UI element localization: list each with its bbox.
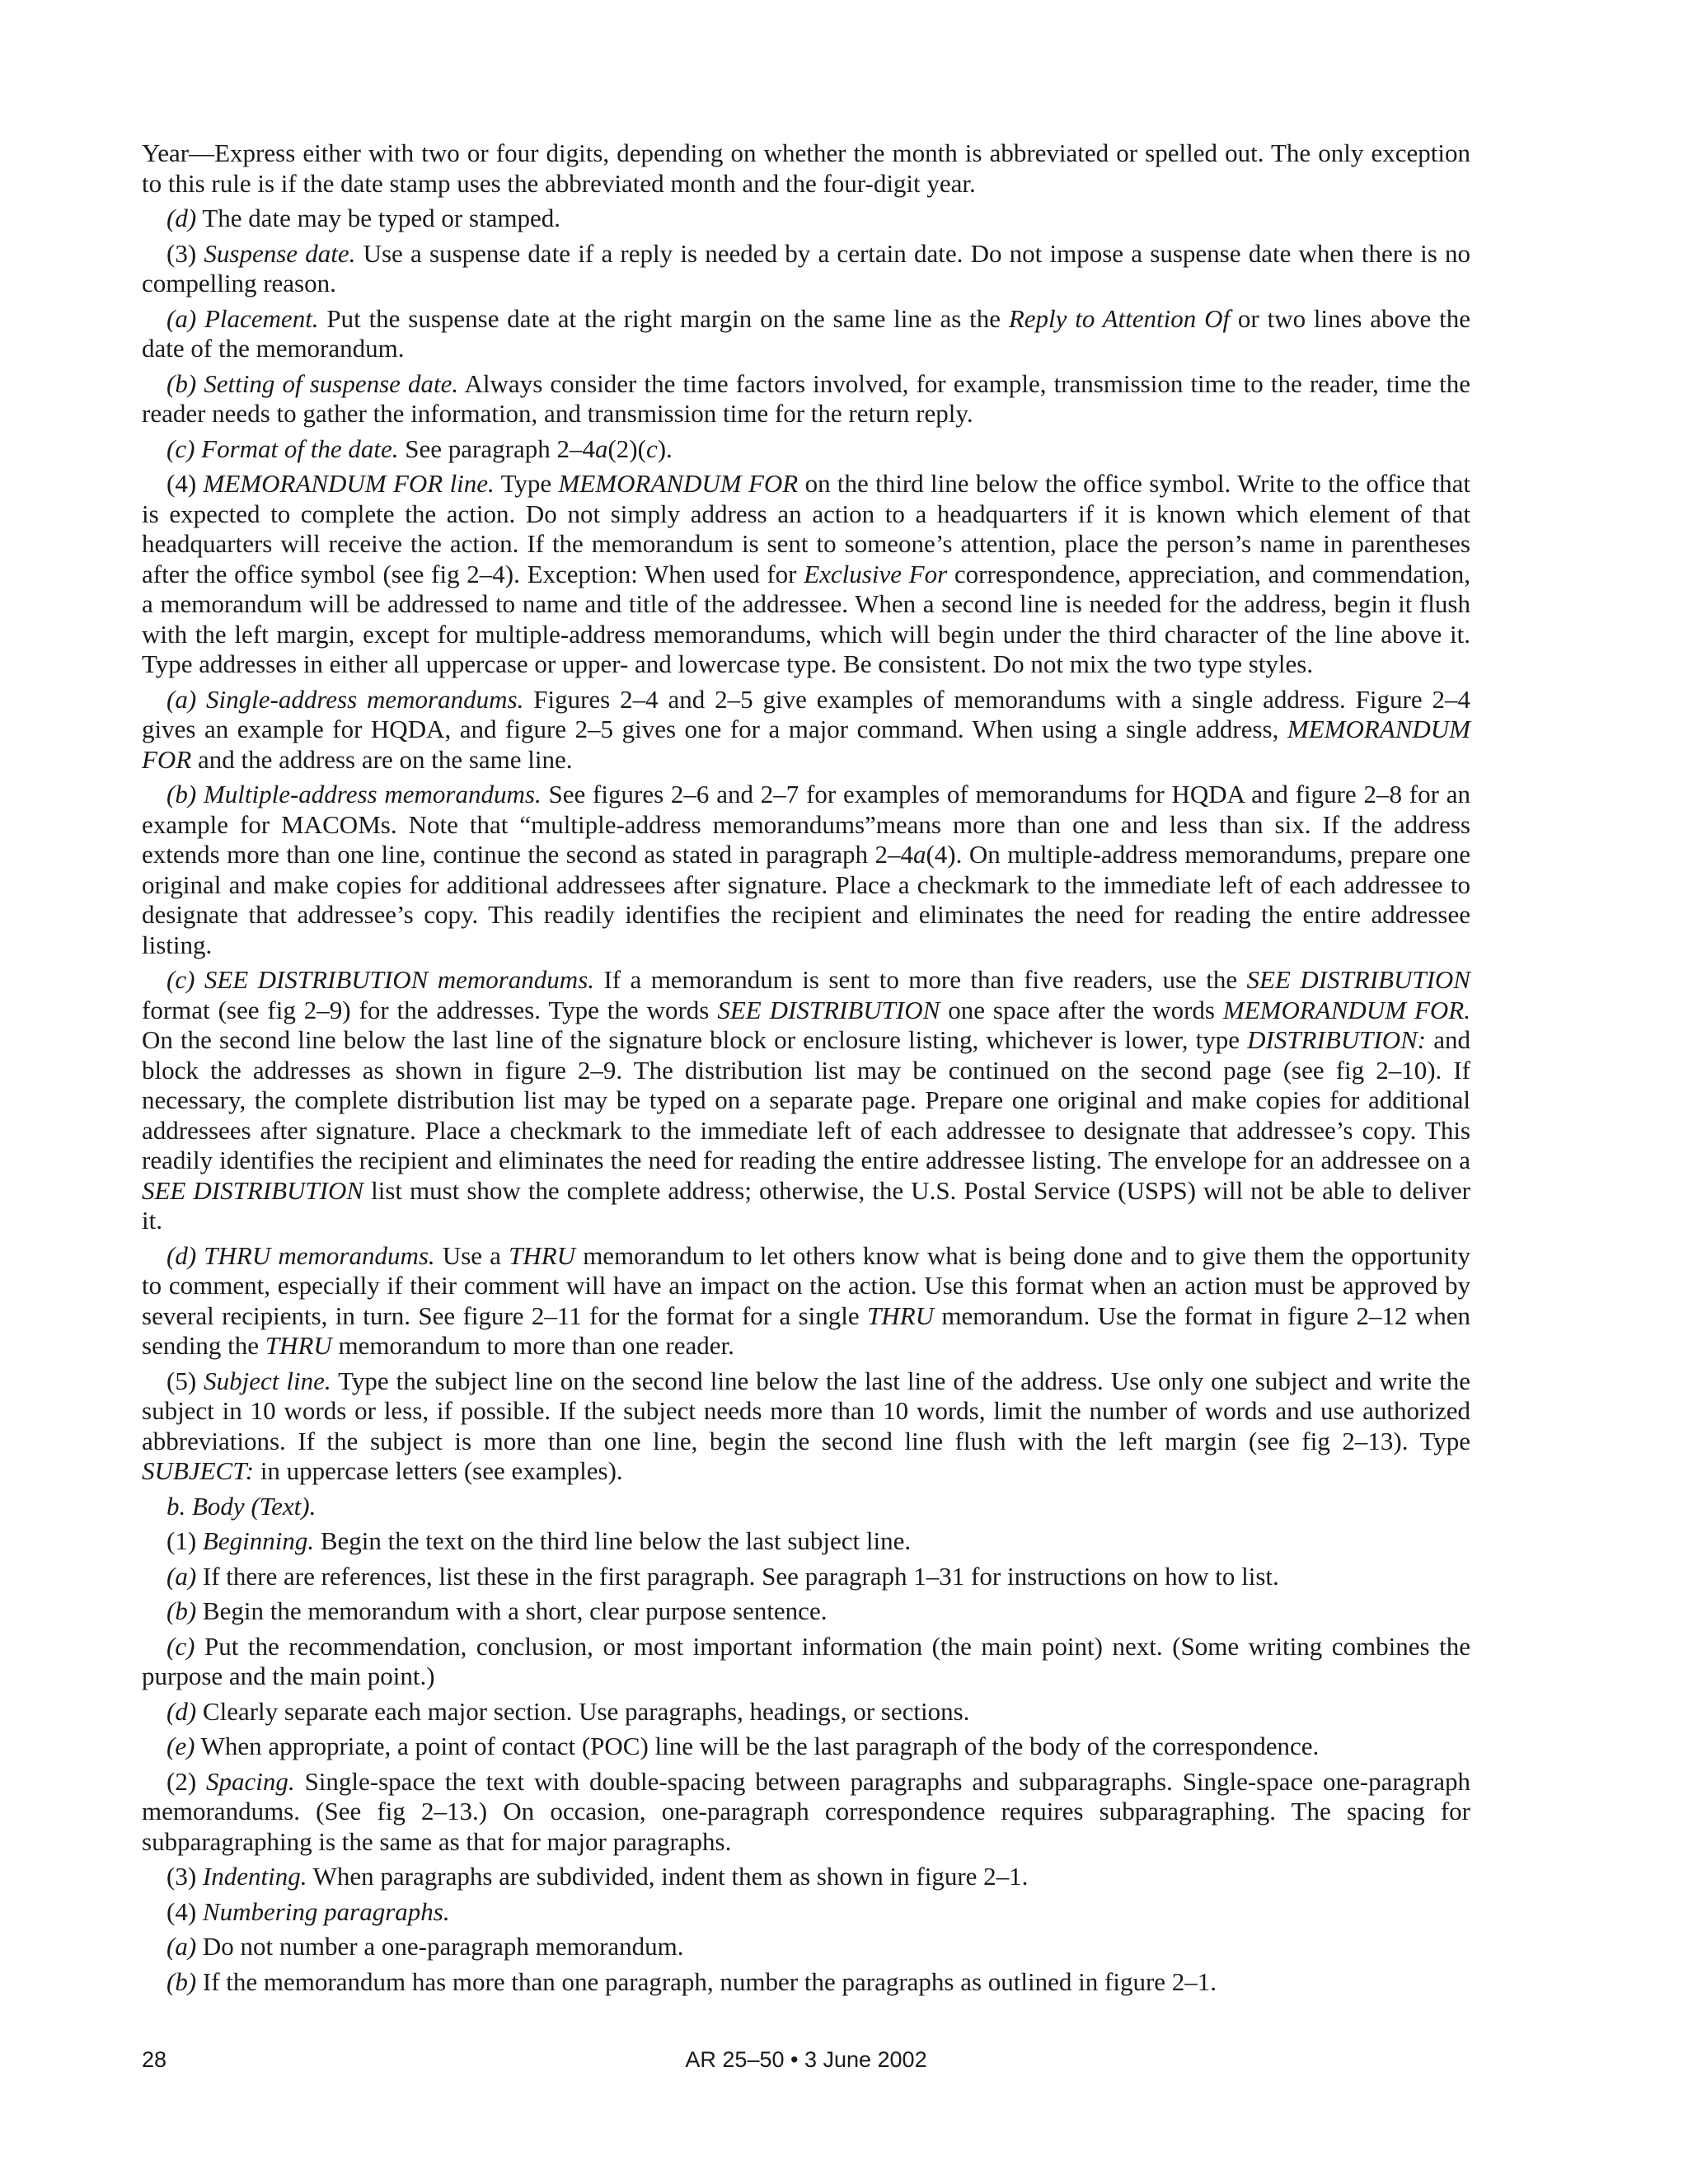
text-run: (4). On multiple-address memorandums, prepare one original and make copies for additional addressees after signature. Place a checkmark to the immediate left of each addressee to designate that addressee’s copy. This readily identifies the recipient and eliminates the need for reading the entire addressee listing. [142, 840, 1471, 959]
italic-text: SEE DISTRIBUTION [717, 995, 940, 1024]
text-run: memorandum. Use the format in figure 2–12 when sending the [142, 1301, 1471, 1360]
para-e-poc-line [142, 1732, 1470, 1762]
para-d-separate-sections [142, 1697, 1470, 1727]
italic-text: (a) [166, 1932, 197, 1961]
italic-text: (a) [166, 1561, 197, 1591]
italic-text: Subject line. [204, 1366, 331, 1395]
para-d-date-typed [142, 204, 1470, 234]
text-run: (4) [166, 1896, 203, 1926]
text-run: (5) [166, 1366, 204, 1395]
text-run: Begin the text on the third line below the last subject line. [314, 1526, 912, 1555]
italic-text: (e) [166, 1732, 195, 1760]
text-run: one space after the words [940, 995, 1223, 1024]
para-3-indenting [142, 1862, 1470, 1892]
text-run: The date may be typed or stamped. [196, 204, 561, 232]
text-run: When appropriate, a point of contact (POC) line will be the last paragraph of the body of the correspondence. [195, 1732, 1320, 1760]
italic-text: Beginning. [202, 1526, 315, 1555]
para-a-single-address [142, 685, 1470, 776]
italic-text: (b) Multiple-address memorandums. [166, 780, 542, 808]
para-4-memorandum-for [142, 469, 1470, 680]
para-c-see-distribution [142, 965, 1470, 1236]
italic-text: (b) [166, 1966, 197, 1996]
text-run: See paragraph 2–4 [398, 434, 595, 463]
para-b-setting-suspense [142, 369, 1470, 429]
text-run: or two lines above the date of the memorandum. [142, 303, 1470, 363]
para-c-recommendation [142, 1632, 1470, 1692]
italic-text: Indenting. [202, 1862, 307, 1891]
para-d-thru-memorandums [142, 1241, 1470, 1361]
text-run: Year—Express either with two or four digits, depending on whether the month is abbreviated or spelled out. The only exception to this rule is if the date stamp uses the abbreviated month and the four-digit year. [142, 138, 1470, 198]
text-run: Single-space the text with double-spacing between paragraphs and subparagraphs. Single-space one-paragraph memorandums. (See fig 2–13.) On occasion, one-paragraph correspondence requires subparagraphing. The spacing for subparagraphing is the same as that for major paragraphs. [142, 1766, 1470, 1856]
text-run: ). [657, 434, 673, 463]
italic-text: b. Body (Text). [166, 1491, 316, 1521]
text-run: format (see fig 2–9) for the addresses. Type the words [142, 995, 718, 1024]
text-run: Clearly separate each major section. Use paragraphs, headings, or sections. [196, 1696, 970, 1726]
text-run: (3) [166, 1862, 203, 1891]
italic-text: Numbering paragraphs. [202, 1896, 450, 1926]
para-b-purpose-sentence [142, 1596, 1470, 1627]
text-run: (1) [166, 1526, 203, 1555]
italic-text: Reply to Attention Of [1008, 303, 1231, 333]
text-run: If a memorandum is sent to more than five readers, use the [594, 965, 1247, 994]
para-5-subject-line [142, 1366, 1470, 1487]
italic-text: SEE DISTRIBUTION [1246, 965, 1470, 994]
italic-text: MEMORANDUM FOR. [1222, 995, 1470, 1024]
text-run: When paragraphs are subdivided, indent them as shown in figure 2–1. [307, 1862, 1029, 1891]
italic-text: (a) Single-address memorandums. [166, 684, 524, 714]
text-run: memorandum to more than one reader. [331, 1331, 734, 1360]
para-3-suspense-date [142, 239, 1470, 299]
para-a-one-paragraph [142, 1932, 1470, 1962]
text-run: on the third line below the office symbol. Write to the office that is expected to complete the action. Do not simply address an action to a headquarters if it is known which element of that headquarters will receive the action. If the memorandum is sent to someone’s attention, place the person’s name in parentheses after the office symbol (see fig 2–4). Exception: When used for [142, 469, 1470, 588]
text-run: memorandum to let others know what is being done and to give them the opportunity to comment, especially if their comment will have an impact on the action. Use this format when an action must be approved by several recipients, in turn. See figure 2–11 for the format for a single [142, 1240, 1470, 1330]
text-run: Use a suspense date if a reply is needed by a certain date. Do not impose a suspense date when there is no compelling reason. [142, 238, 1470, 298]
text-run: On the second line below the last line of the signature block or enclosure listing, whichever is lower, type [142, 1025, 1248, 1054]
text-run: Always consider the time factors involved, for example, transmission time to the reader, time the reader needs to gather the information, and transmission time for the return reply. [142, 368, 1470, 428]
text-run: list must show the complete address; otherwise, the U.S. Postal Service (USPS) will not be able to deliver it. [142, 1175, 1470, 1235]
italic-text: (b) [166, 1596, 197, 1625]
italic-text: a [912, 840, 926, 869]
italic-text: MEMORANDUM FOR line. [203, 469, 495, 498]
text-run: Use a [434, 1240, 509, 1270]
text-run: See figures 2–6 and 2–7 for examples of memorandums for HQDA and figure 2–8 for an example for MACOMs. Note that “multiple-address memorandums”means more than one and less than six. If the address extends more than one line, continue the second as stated in paragraph 2–4 [142, 780, 1470, 869]
italic-text: (c) [166, 1631, 195, 1661]
text-run: Type [494, 469, 559, 498]
italic-text: c [645, 434, 658, 463]
text-run: and block the addresses as shown in figure 2–9. The distribution list may be continued on the second page (see fig 2–10). If necessary, the complete distribution list may be typed on a separate page. Prepare one original and make copies for additional addressees after signature. Place a checkmark to the immediate left of each addressee to designate that addressee’s copy. This readily identifies the recipient and eliminates the need for reading the entire addressee listing. The envelope for an addressee on a [142, 1025, 1470, 1174]
italic-text: MEMORANDUM FOR [142, 715, 1470, 774]
document-id-date: AR 25–50 • 3 June 2002 [685, 2047, 927, 2072]
italic-text: (d) [166, 1696, 197, 1726]
page-number: 28 [142, 2047, 167, 2072]
italic-text: Spacing. [206, 1766, 295, 1796]
italic-text: MEMORANDUM FOR [558, 469, 799, 498]
para-a-references [142, 1562, 1470, 1592]
document-page [142, 138, 1470, 2002]
italic-text: SEE DISTRIBUTION [142, 1175, 364, 1205]
para-c-format-date [142, 434, 1470, 465]
italic-text: (d) [166, 204, 197, 232]
text-run: If the memorandum has more than one paragraph, number the paragraphs as outlined in figure 2–1. [196, 1966, 1217, 1996]
text-run: (3) [166, 238, 204, 268]
italic-text: THRU [265, 1331, 332, 1360]
italic-text: (c) SEE DISTRIBUTION memorandums. [166, 965, 595, 994]
text-run: Do not number a one-paragraph memorandum. [196, 1932, 684, 1961]
text-run: correspondence, appreciation, and commendation, a memorandum will be addressed to name and title of the addressee. When a second line is needed for the address, begin it flush with the left margin, except for multiple-address memorandums, which will begin under the third character of the line above it. Type addresses in either all uppercase or upper- and lowercase type. Be consistent. Do not mix the two type styles. [142, 559, 1471, 678]
italic-text: THRU [509, 1240, 576, 1270]
italic-text: (c) Format of the date. [166, 434, 399, 463]
year-paragraph [142, 138, 1470, 199]
text-run: (2) [166, 1766, 207, 1796]
italic-text: DISTRIBUTION: [1247, 1025, 1427, 1054]
text-run: Figures 2–4 and 2–5 give examples of memorandums with a single address. Figure 2–4 gives an example for HQDA, and figure 2–5 gives one for a major command. When using a single address, [142, 684, 1471, 743]
italic-text: (b) Setting of suspense date. [166, 368, 459, 398]
text-run: Type the subject line on the second line below the last line of the address. Use only one subject and write the subject in 10 words or less, if possible. If the subject needs more than 10 words, limit the number of words and use authorized abbreviations. If the subject is more than one line, begin the second line flush with the left margin (see fig 2–13). Type [142, 1366, 1470, 1455]
text-run: in uppercase letters (see examples). [254, 1456, 623, 1485]
text-run: If there are references, list these in the first paragraph. See paragraph 1–31 for instructions on how to list. [196, 1561, 1279, 1591]
italic-text: (a) Placement. [166, 303, 319, 333]
document-body [142, 138, 1470, 1997]
italic-text: SUBJECT: [142, 1456, 255, 1485]
para-b-body-text [142, 1492, 1470, 1522]
para-1-beginning [142, 1526, 1470, 1557]
text-run: Put the suspense date at the right margin on the same line as the [318, 303, 1009, 333]
italic-text: Suspense date. [204, 238, 356, 268]
text-run: and the address are on the same line. [191, 744, 573, 774]
text-run: (2)( [607, 434, 646, 463]
para-b-more-than-one [142, 1967, 1470, 1998]
page-footer [142, 2047, 1470, 2080]
italic-text: THRU [867, 1301, 935, 1330]
para-4-numbering [142, 1897, 1470, 1928]
italic-text: a [594, 434, 608, 463]
text-run: Put the recommendation, conclusion, or most important information (the main point) next. (Some writing combines the purpose and the main point.) [142, 1631, 1470, 1690]
italic-text: Exclusive For [804, 559, 948, 588]
text-run: Begin the memorandum with a short, clear purpose sentence. [196, 1596, 828, 1625]
para-2-spacing [142, 1767, 1470, 1858]
para-a-placement [142, 304, 1470, 364]
italic-text: (d) THRU memorandums. [166, 1240, 435, 1270]
para-b-multiple-address [142, 780, 1470, 960]
text-run: (4) [166, 469, 204, 498]
